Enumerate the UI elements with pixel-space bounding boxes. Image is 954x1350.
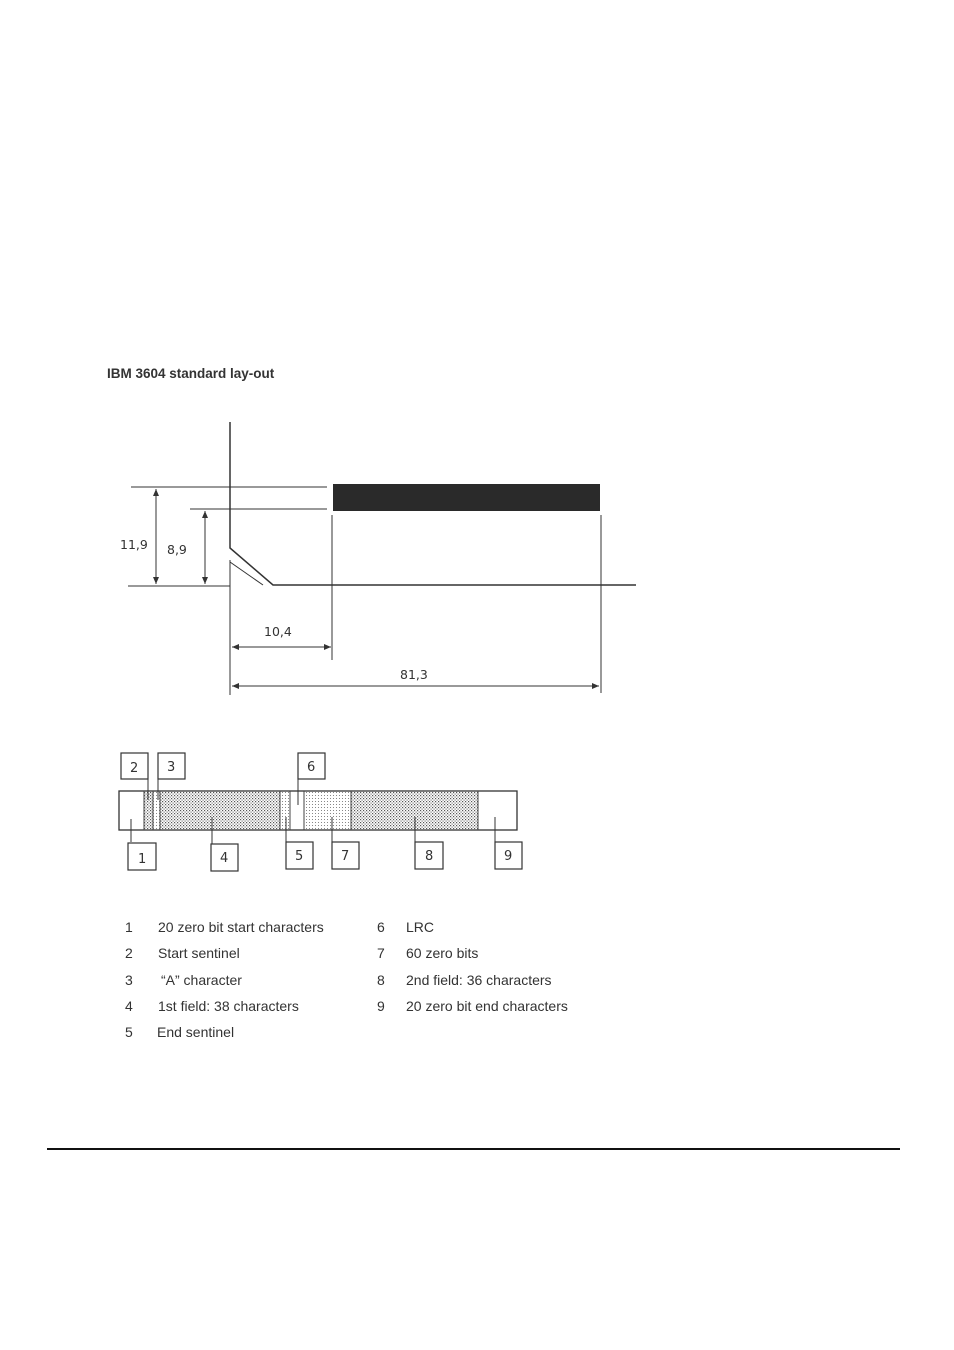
callout-4: 4 (220, 851, 229, 866)
track-layout-bar (119, 791, 517, 830)
dimension-height-outer: 11,9 (120, 537, 148, 552)
callout-2: 2 (130, 761, 139, 776)
dimension-height-inner: 8,9 (167, 542, 187, 557)
dimension-length: 81,3 (400, 667, 428, 682)
extension-lines (128, 487, 601, 695)
callout-7: 7 (341, 849, 350, 864)
callout-8: 8 (425, 849, 434, 864)
callout-6: 6 (307, 760, 316, 775)
magnetic-stripe (333, 484, 600, 511)
callout-1: 1 (138, 852, 147, 867)
page-title: IBM 3604 standard lay-out (107, 366, 275, 381)
zone-5-end-sentinel (280, 792, 290, 829)
callout-9: 9 (504, 849, 513, 864)
zone-4-first-field (160, 792, 280, 829)
callout-3: 3 (167, 760, 176, 775)
zone-3-a-character (153, 792, 160, 829)
dimension-arrows (156, 489, 599, 686)
footer-rule (47, 1148, 900, 1150)
dimension-offset: 10,4 (264, 624, 292, 639)
callout-5: 5 (295, 849, 304, 864)
zone-7-zero-bits (304, 792, 351, 829)
